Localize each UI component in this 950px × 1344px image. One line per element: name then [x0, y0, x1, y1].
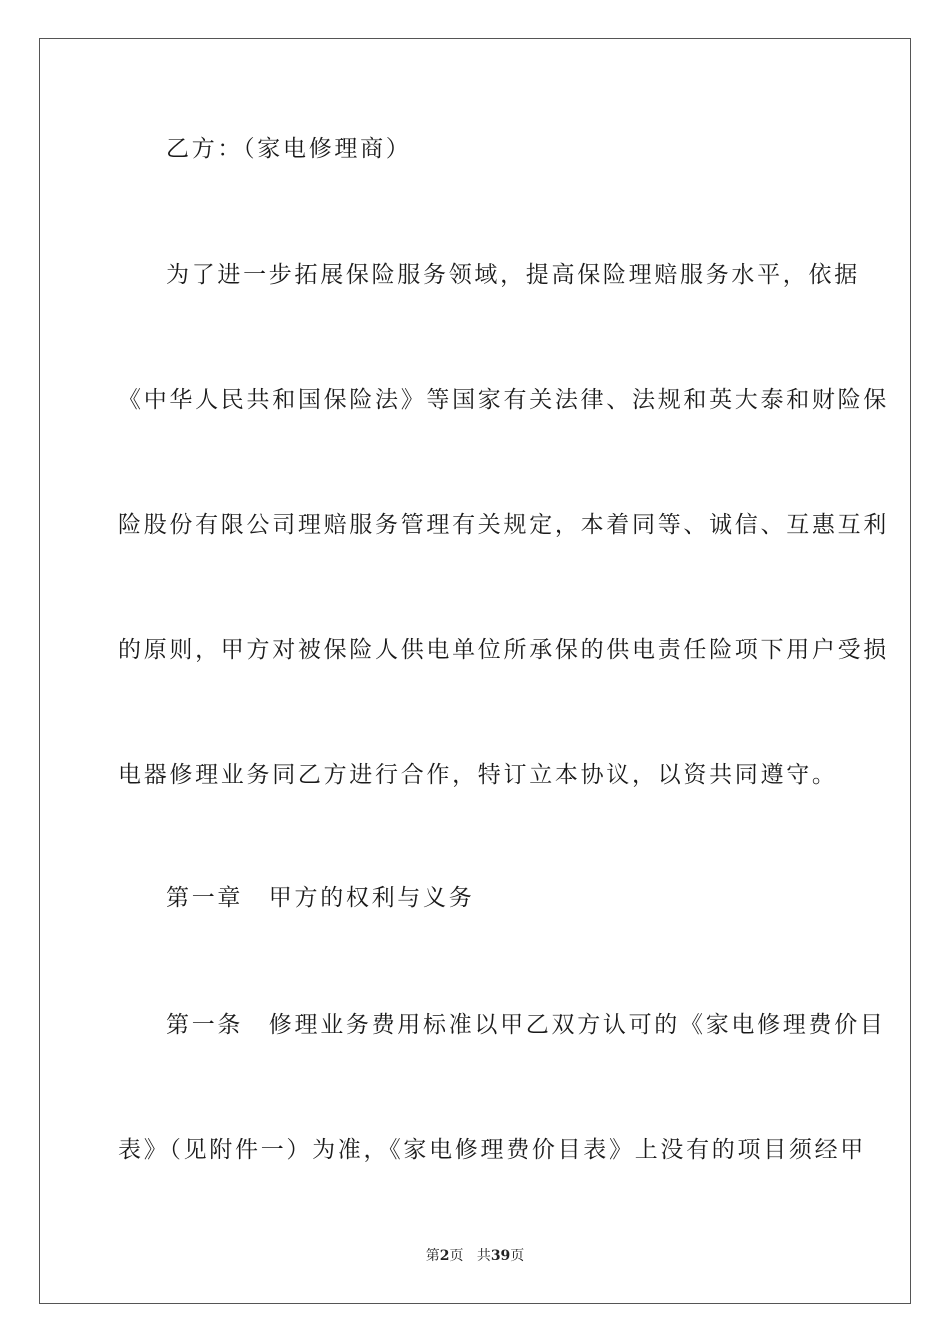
page-footer: [0, 1247, 950, 1265]
footer-prefix: 第: [425, 1248, 440, 1264]
footer-total-suffix: 页: [510, 1248, 525, 1264]
paragraph-line: 《中华人民共和国保险法》等国家有关法律、法规和英大泰和财险保: [118, 387, 889, 413]
footer-total-prefix: 共: [476, 1248, 491, 1264]
page-border: [39, 38, 911, 1304]
paragraph-line: 电器修理业务同乙方进行合作，特订立本协议，以资共同遵守。: [118, 762, 838, 788]
party-b-line: 乙方：（家电修理商）: [166, 136, 412, 162]
paragraph-line: 的原则，甲方对被保险人供电单位所承保的供电责任险项下用户受损: [118, 637, 889, 663]
total-pages-number: 39: [490, 1248, 511, 1264]
footer-page-suffix: 页: [449, 1248, 464, 1264]
article-line: 第一条 修理业务费用标准以甲乙双方认可的《家电修理费价目: [166, 1012, 886, 1038]
article-line: 表》（见附件一）为准，《家电修理费价目表》上没有的项目须经甲: [118, 1137, 866, 1163]
paragraph-line: 为了进一步拓展保险服务领域，提高保险理赔服务水平，依据: [166, 262, 860, 288]
current-page-number: 2: [439, 1248, 450, 1264]
paragraph-line: 险股份有限公司理赔服务管理有关规定，本着同等、诚信、互惠互利: [118, 512, 889, 538]
chapter-heading: 第一章 甲方的权利与义务: [166, 885, 475, 911]
